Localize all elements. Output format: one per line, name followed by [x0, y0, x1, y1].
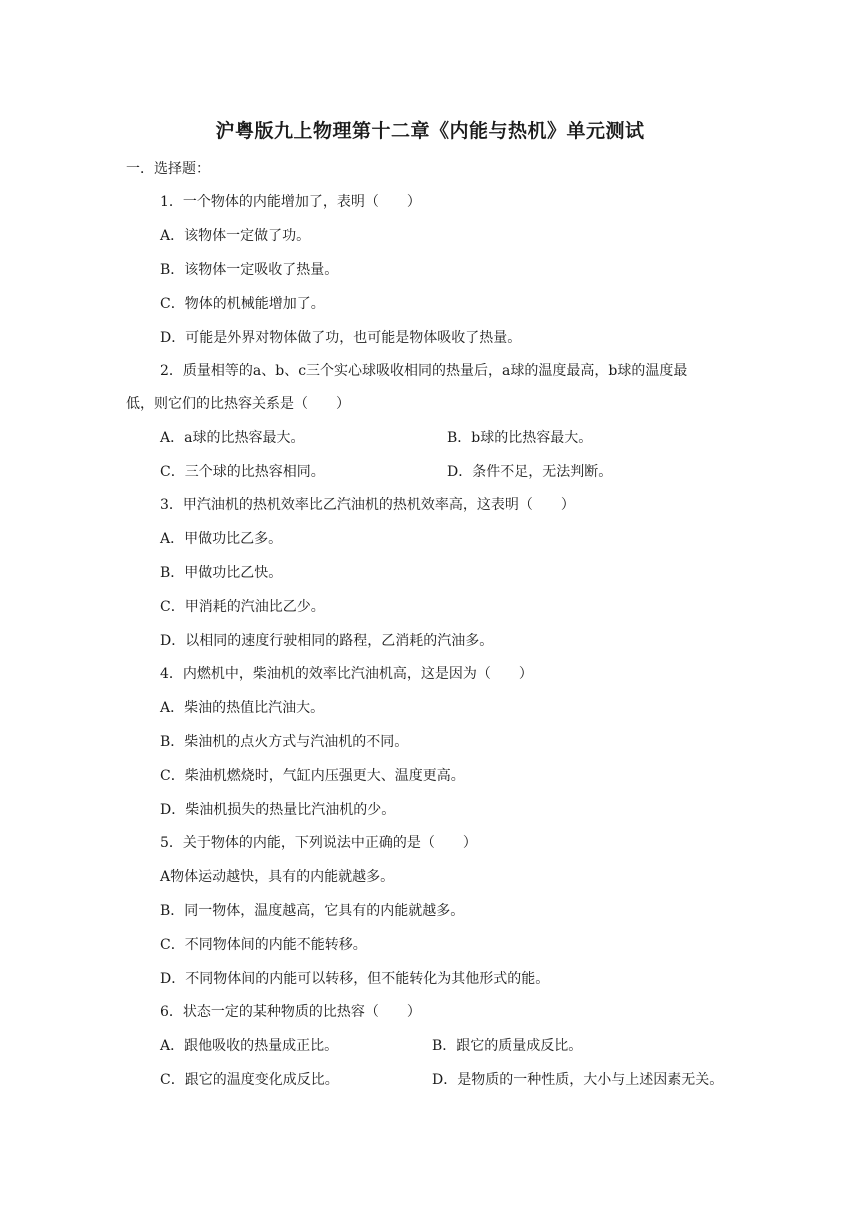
question-1-option-d: D．可能是外界对物体做了功，也可能是物体吸收了热量。: [160, 330, 522, 346]
page-title: 沪粤版九上物理第十二章《内能与热机》单元测试: [215, 120, 645, 142]
question-6-option-c: C．跟它的温度变化成反比。: [160, 1072, 339, 1088]
question-4-option-c: C．柴油机燃烧时，气缸内压强更大、温度更高。: [160, 768, 465, 784]
question-2-option-c: C．三个球的比热容相同。: [160, 464, 325, 480]
question-5-option-b: B．同一物体，温度越高，它具有的内能就越多。: [160, 903, 465, 919]
question-4-option-a: A．柴油的热值比汽油大。: [160, 700, 325, 716]
question-4-option-b: B．柴油机的点火方式与汽油机的不同。: [160, 734, 409, 750]
question-3-option-b: B．甲做功比乙快。: [160, 565, 283, 581]
question-3-stem: 3．甲汽油机的热机效率比乙汽油机的热机效率高，这表明（ ）: [160, 497, 575, 513]
question-5-stem: 5．关于物体的内能，下列说法中正确的是（ ）: [160, 835, 477, 851]
question-4-option-d: D．柴油机损失的热量比汽油机的少。: [160, 802, 396, 818]
question-1-option-b: B．该物体一定吸收了热量。: [160, 262, 339, 278]
question-6-option-b: B．跟它的质量成反比。: [432, 1038, 583, 1054]
question-2-stem-line2: 低，则它们的比热容关系是（ ）: [126, 396, 350, 412]
question-2-option-b: B．b球的比热容最大。: [447, 430, 593, 446]
section-heading: 一．选择题：: [126, 161, 210, 177]
question-5-option-c: C．不同物体间的内能不能转移。: [160, 937, 367, 953]
question-6-option-d: D．是物质的一种性质，大小与上述因素无关。: [432, 1072, 724, 1088]
question-2-option-d: D．条件不足，无法判断。: [447, 464, 613, 480]
question-2-stem-line1: 2．质量相等的a、b、c三个实心球吸收相同的热量后，a球的温度最高，b球的温度最: [160, 363, 688, 379]
question-4-stem: 4．内燃机中，柴油机的效率比汽油机高，这是因为（ ）: [160, 666, 533, 682]
question-3-option-c: C．甲消耗的汽油比乙少。: [160, 599, 325, 615]
question-2-option-a: A．a球的比热容最大。: [160, 430, 305, 446]
question-6-stem: 6．状态一定的某种物质的比热容（ ）: [160, 1004, 421, 1020]
question-3-option-a: A．甲做功比乙多。: [160, 531, 283, 547]
question-1-stem: 1．一个物体的内能增加了，表明（ ）: [160, 194, 421, 210]
question-1-option-a: A．该物体一定做了功。: [160, 228, 311, 244]
question-6-option-a: A．跟他吸收的热量成正比。: [160, 1038, 339, 1054]
question-5-option-d: D．不同物体间的内能可以转移，但不能转化为其他形式的能。: [160, 971, 550, 987]
question-1-option-c: C．物体的机械能增加了。: [160, 296, 325, 312]
question-5-option-a: A物体运动越快，具有的内能就越多。: [160, 869, 395, 885]
question-3-option-d: D．以相同的速度行驶相同的路程，乙消耗的汽油多。: [160, 633, 494, 649]
